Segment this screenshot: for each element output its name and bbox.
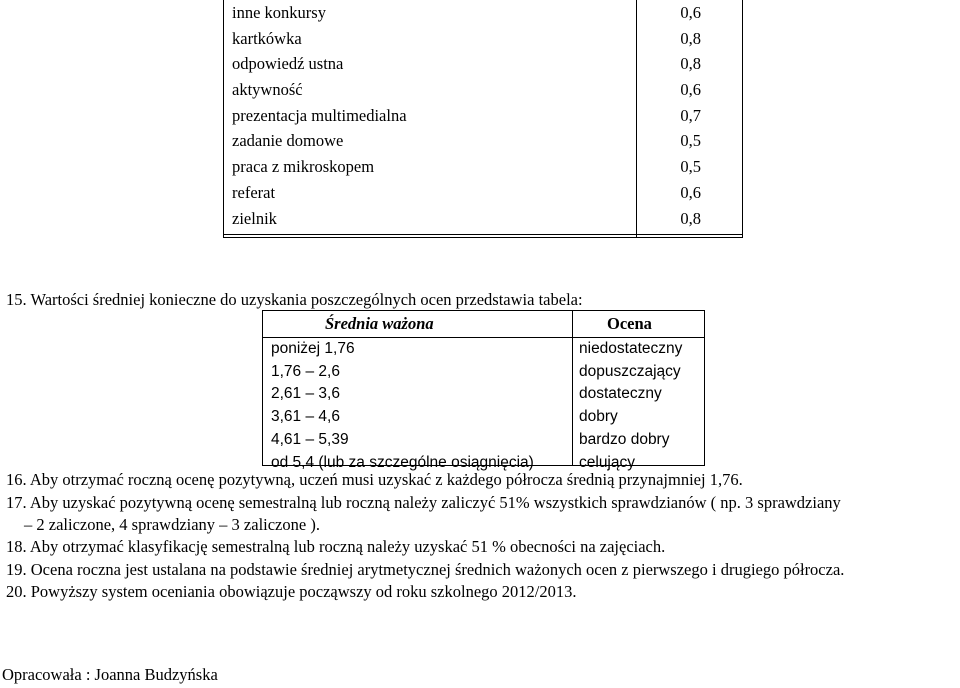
weights-table-rule bbox=[224, 234, 742, 235]
weight-name: referat bbox=[232, 182, 276, 202]
average-range: poniżej 1,76 bbox=[271, 340, 355, 357]
table-row bbox=[224, 103, 742, 129]
weight-name: aktywność bbox=[232, 80, 303, 100]
grade-name: bardzo dobry bbox=[579, 430, 670, 448]
point-19-text: 19. Ocena roczna jest ustalana na podstawie średniej arytmetycznej średnich ważonych ocen z pierwszego i drugiego półrocza. bbox=[6, 560, 845, 579]
weight-value: 0,6 bbox=[680, 182, 701, 202]
point-16-text: 16. Aby otrzymać roczną ocenę pozytywną, uczeń musi uzyskać z każdego półrocza średnią przynajmniej 1,76. bbox=[6, 470, 743, 489]
weight-name: odpowiedź ustna bbox=[232, 54, 344, 74]
weight-value: 0,8 bbox=[680, 208, 701, 228]
weight-value: 0,5 bbox=[680, 131, 701, 151]
average-range: 1,76 – 2,6 bbox=[271, 362, 340, 380]
average-range: 4,61 – 5,39 bbox=[271, 430, 349, 448]
grades-table bbox=[262, 310, 705, 471]
table-row bbox=[224, 26, 742, 52]
weight-name: inne konkursy bbox=[232, 3, 326, 22]
table-row bbox=[224, 0, 742, 26]
header-weighted-average: Średnia ważona bbox=[325, 314, 434, 333]
weight-value: 0,6 bbox=[680, 80, 701, 100]
average-range: 3,61 – 4,6 bbox=[271, 408, 340, 426]
average-range: 2,61 – 3,6 bbox=[271, 385, 340, 403]
weight-value: 0,5 bbox=[680, 157, 701, 177]
table-row bbox=[263, 338, 704, 361]
point-20-text: 20. Powyższy system oceniania obowiązuje począwszy od roku szkolnego 2012/2013. bbox=[6, 582, 577, 601]
weight-value: 0,8 bbox=[680, 28, 701, 48]
table-row bbox=[224, 206, 742, 232]
table-row bbox=[263, 361, 704, 384]
table-row bbox=[224, 128, 742, 154]
table-row bbox=[224, 154, 742, 180]
grade-name: dostateczny bbox=[579, 385, 662, 403]
table-row bbox=[224, 180, 742, 206]
weight-name: zadanie domowe bbox=[232, 131, 344, 151]
weight-value: 0,7 bbox=[680, 105, 701, 125]
table-row bbox=[263, 406, 704, 429]
point-17-text: 17. Aby uzyskać pozytywną ocenę semestralną lub roczną należy zaliczyć 51% wszystkich sprawdzianów ( np. 3 sprawdziany bbox=[6, 493, 841, 512]
grade-name: niedostateczny bbox=[579, 340, 683, 357]
weight-name: prezentacja multimedialna bbox=[232, 105, 407, 125]
table-row bbox=[224, 51, 742, 77]
weight-value: 0,8 bbox=[680, 54, 701, 74]
weight-name: kartkówka bbox=[232, 28, 302, 48]
weight-value: 0,6 bbox=[680, 3, 701, 22]
grade-name: dobry bbox=[579, 408, 618, 426]
table-row bbox=[263, 383, 704, 406]
average-range: od 5,4 (lub za szczególne osiągnięcia) bbox=[271, 453, 534, 471]
weight-name: zielnik bbox=[232, 208, 277, 228]
table-row bbox=[224, 77, 742, 103]
section-15-text: 15. Wartości średniej konieczne do uzyskania poszczególnych ocen przedstawia tabela: bbox=[6, 290, 583, 309]
weight-name: praca z mikroskopem bbox=[232, 157, 375, 177]
point-18-text: 18. Aby otrzymać klasyfikację semestralną lub roczną należy uzyskać 51 % obecności na zajęciach. bbox=[6, 537, 666, 556]
author-signature: Opracowała : Joanna Budzyńska bbox=[2, 665, 218, 684]
point-17-continuation: – 2 zaliczone, 4 sprawdziany – 3 zaliczone ). bbox=[24, 515, 320, 534]
weights-table bbox=[223, 0, 743, 238]
header-grade: Ocena bbox=[607, 314, 652, 333]
table-row bbox=[263, 429, 704, 452]
grade-name: celujący bbox=[579, 453, 635, 471]
grade-name: dopuszczający bbox=[579, 362, 681, 380]
